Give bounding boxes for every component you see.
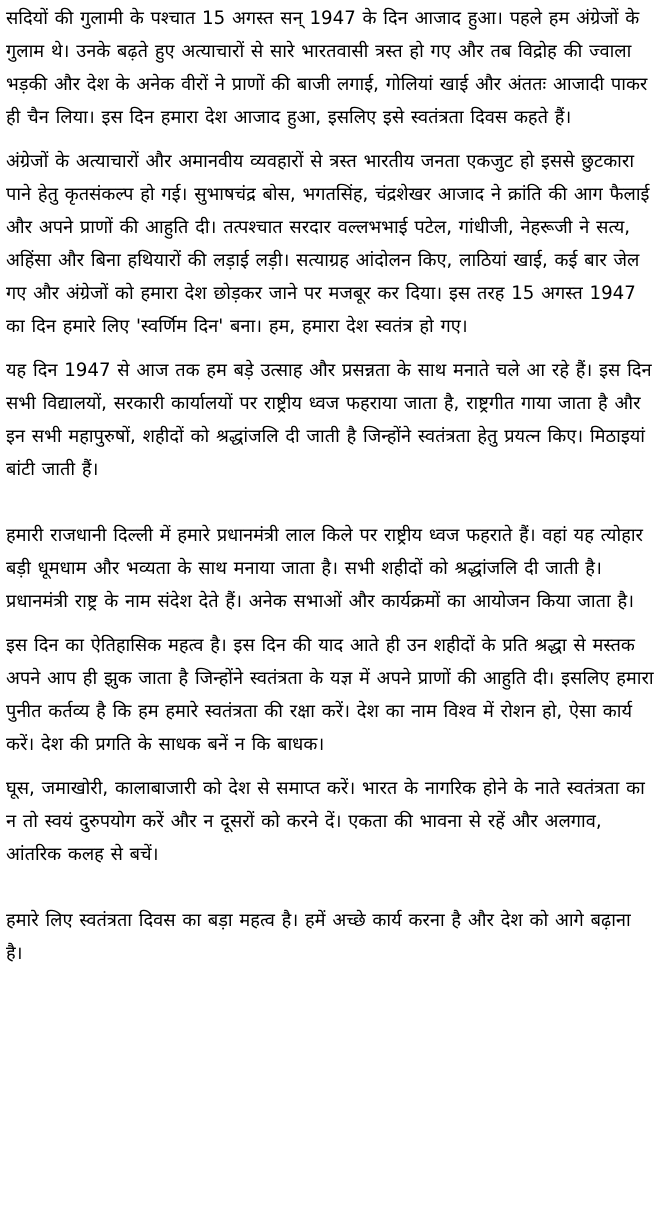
paragraph-7: हमारे लिए स्वतंत्रता दिवस का बड़ा महत्व है। हमें अच्छे कार्य करना है और देश को आगे बढ़ाना है। — [6, 910, 631, 964]
paragraph-2: अंग्रेजों के अत्याचारों और अमानवीय व्यवहारों से त्रस्त भारतीय जनता एकजुट हो इससे छुटकारा पाने हेतु कृतसंकल्प हो गई। सुभाषचंद्र बोस, भगतसिंह, चंद्रशेखर आजाद ने क्रांति की आग फैलाई और अपने प्राणों की आहुति दी। तत्पश्चात सरदार वल्लभभाई पटेल, गांधीजी, नेहरूजी ने सत्य, अहिंसा और बिना हथियारों की लड़ाई लड़ी। सत्याग्रह आंदोलन किए, लाठियां खाई, कई बार जेल गए और अंग्रेजों को हमारा देश छोड़कर जाने पर मजबूर कर दिया। इस तरह 15 अगस्त 1947 का दिन हमारे लिए 'स्वर्णिम दिन' बना। हम, हमारा देश स्वतंत्र हो गए। — [6, 151, 650, 337]
paragraph-5: इस दिन का ऐतिहासिक महत्व है। इस दिन की याद आते ही उन शहीदों के प्रति श्रद्धा से मस्तक अपने आप ही झुक जाता है जिन्होंने स्वतंत्रता के यज्ञ में अपने प्राणों की आहुति दी। इसलिए हमारा पुनीत कर्तव्य है कि हम हमारे स्वतंत्रता की रक्षा करें। देश का नाम विश्व में रोशन हो, ऐसा कार्य करें। देश की प्रगति के साधक बनें न कि बाधक। — [6, 635, 654, 755]
paragraph-6: घूस, जमाखोरी, कालाबाजारी को देश से समाप्त करें। भारत के नागरिक होने के नाते स्वतंत्रता का न तो स्वयं दुरुपयोग करें और न दूसरों को करने दें। एकता की भावना से रहें और अलगाव, आंतरिक कलह से बचें। — [6, 778, 645, 865]
paragraph-4: हमारी राजधानी दिल्ली में हमारे प्रधानमंत्री लाल किले पर राष्ट्रीय ध्वज फहराते हैं। वहां यह त्योहार बड़ी धूमधाम और भव्यता के साथ मनाया जाता है। सभी शहीदों को श्रद्धांजलि दी जाती है। प्रधानमंत्री राष्ट्र के नाम संदेश देते हैं। अनेक सभाओं और कार्यक्रमों का आयोजन किया जाता है। — [6, 525, 643, 612]
paragraph-1: सदियों की गुलामी के पश्चात 15 अगस्त सन् 1947 के दिन आजाद हुआ। पहले हम अंग्रेजों के गुलाम थे। उनके बढ़ते हुए अत्याचारों से सारे भारतवासी त्रस्त हो गए और तब विद्रोह की ज्वाला भड़की और देश के अनेक वीरों ने प्राणों की बाजी लगाई, गोलियां खाई और अंततः आजादी पाकर ही चैन लिया। इस दिन हमारा देश आजाद हुआ, इसलिए इसे स्वतंत्रता दिवस कहते हैं। — [6, 8, 648, 128]
paragraph-3: यह दिन 1947 से आज तक हम बड़े उत्साह और प्रसन्नता के साथ मनाते चले आ रहे हैं। इस दिन सभी विद्यालयों, सरकारी कार्यालयों पर राष्ट्रीय ध्वज फहराया जाता है, राष्ट्रगीत गाया जाता है और इन सभी महापुरुषों, शहीदों को श्रद्धांजलि दी जाती है जिन्होंने स्वतंत्रता हेतु प्रयत्न किए। मिठाइयां बांटी जाती हैं। — [6, 360, 652, 480]
